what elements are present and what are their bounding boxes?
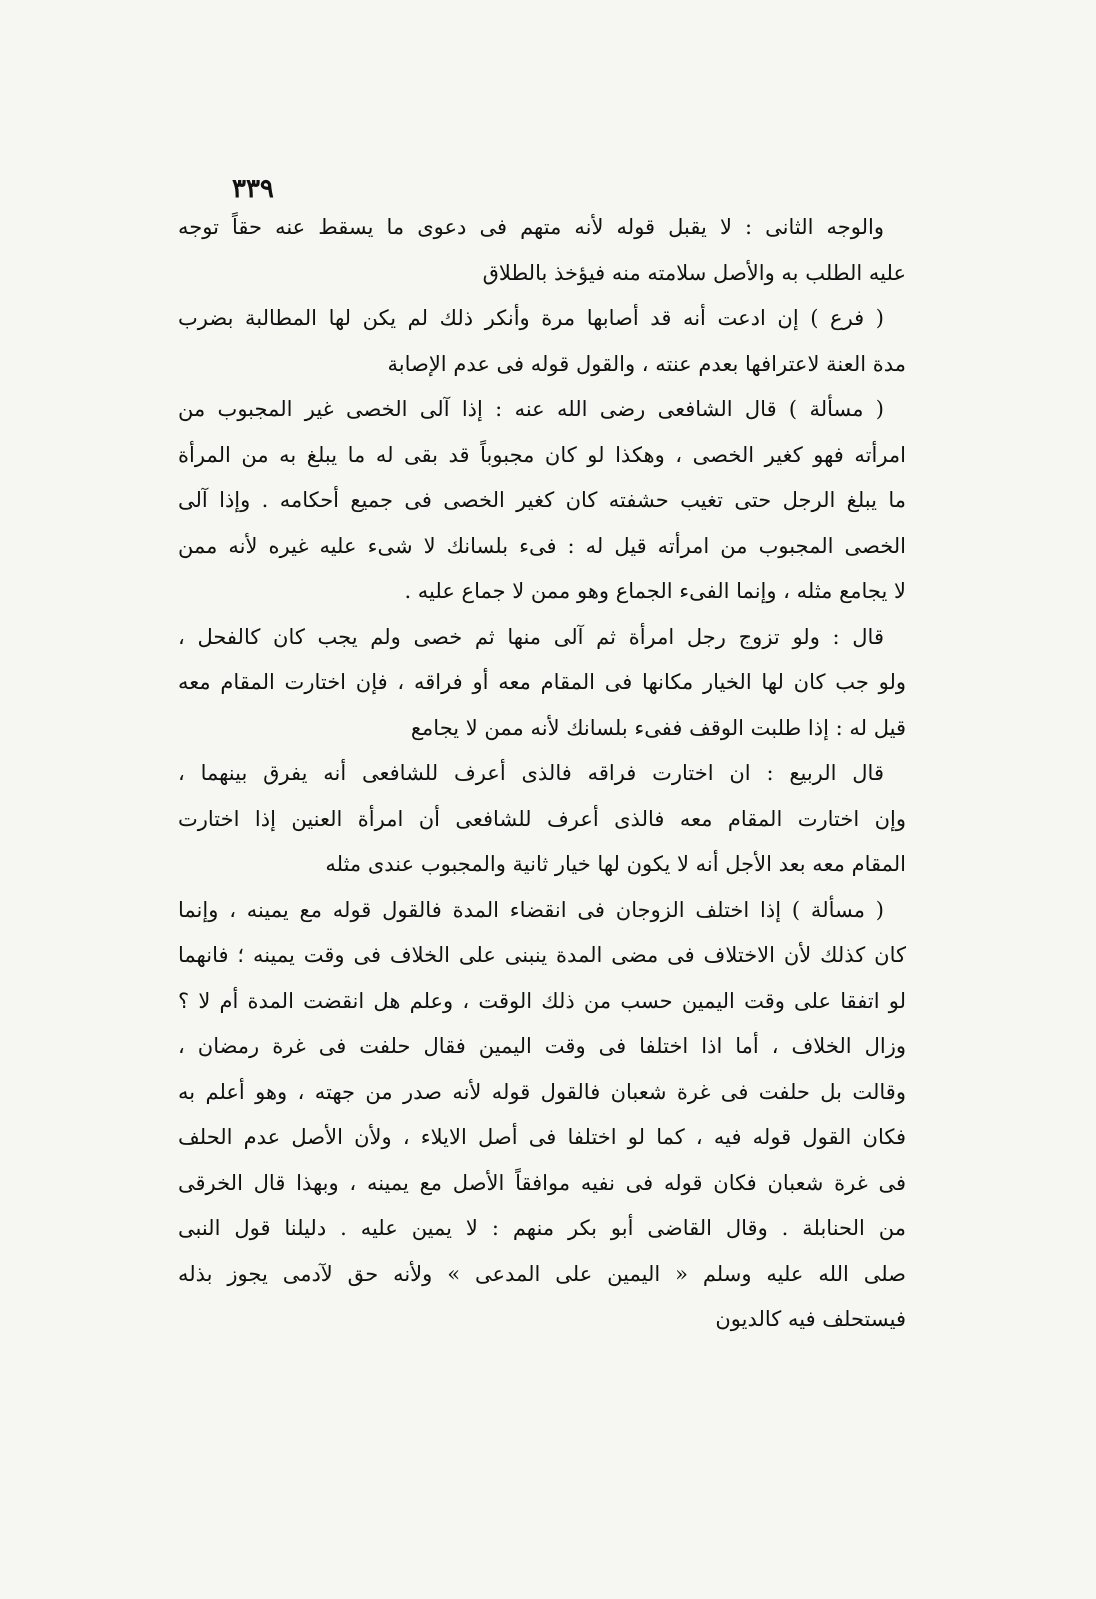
text-line: وزال الخلاف ، أما اذا اختلفا فى وقت اليمين فقال حلفت فى غرة رمضان ،	[178, 1034, 906, 1058]
text-line: فيستحلف فيه كالديون	[715, 1307, 906, 1331]
text-line: ( فرع ) إن ادعت أنه قد أصابها مرة وأنكر ذلك لم يكن لها المطالبة بضرب	[178, 306, 884, 330]
text-line: مدة العنة لاعترافها بعدم عنته ، والقول قوله فى عدم الإصابة	[387, 351, 906, 376]
text-line: لو اتفقا على وقت اليمين حسب من ذلك الوقت ، وعلم هل انقضت المدة أم لا ؟	[178, 988, 906, 1013]
text-line: قال : ولو تزوج رجل امرأة ثم آلى منها ثم خصى ولم يجب كان كالفحل ،	[178, 624, 884, 649]
text-line: والوجه الثانى : لا يقبل قوله لأنه متهم فى دعوى ما يسقط عنه حقاً توجه	[178, 215, 884, 239]
text-line: وإن اختارت المقام معه فالذى أعرف للشافعى أن امرأة العنين إذا اختارت	[178, 806, 906, 831]
text-line: لا يجامع مثله ، وإنما الفىء الجماع وهو ممن لا جماع عليه .	[404, 579, 906, 603]
text-line: ولو جب كان لها الخيار مكانها فى المقام معه أو فراقه ، فإن اختارت المقام معه	[178, 670, 906, 694]
text-line: المقام معه بعد الأجل أنه لا يكون لها خيار ثانية والمجبوب عندى مثله	[325, 852, 906, 876]
text-line: الخصى المجبوب من امرأته قيل له : فىء بلسانك لا شىء عليه غيره لأنه ممن	[178, 533, 906, 558]
text-line: ( مسألة ) قال الشافعى رضى الله عنه : إذا آلى الخصى غير المجبوب من	[178, 397, 884, 421]
text-line: قال الربيع : ان اختارت فراقه فالذى أعرف للشافعى أنه يفرق بينهما ،	[178, 761, 884, 785]
body-text	[178, 205, 906, 1343]
page-number: ٣٣٩	[232, 174, 274, 204]
text-line: امرأته فهو كغير الخصى ، وهكذا لو كان مجبوباً قد بقى له ما يبلغ به من المرأة	[178, 442, 906, 467]
text-line: فكان القول قوله فيه ، كما لو اختلفا فى أصل الايلاء ، ولأن الأصل عدم الحلف	[178, 1125, 906, 1149]
text-line: عليه الطلب به والأصل سلامته منه فيؤخذ بالطلاق	[482, 260, 906, 285]
text-line: ( مسألة ) إذا اختلف الزوجان فى انقضاء المدة فالقول قوله مع يمينه ، وإنما	[178, 897, 884, 922]
text-line: وقالت بل حلفت فى غرة شعبان فالقول قوله لأنه صدر من جهته ، وهو أعلم به	[178, 1079, 906, 1104]
text-line: صلى الله عليه وسلم « اليمين على المدعى » ولأنه حق لآدمى يجوز بذله	[178, 1261, 906, 1286]
text-line: قيل له : إذا طلبت الوقف ففىء بلسانك لأنه ممن لا يجامع	[410, 715, 906, 740]
text-line: فى غرة شعبان فكان قوله فى نفيه موافقاً الأصل مع يمينه ، وبهذا قال الخرقى	[178, 1170, 906, 1195]
text-line: ما يبلغ الرجل حتى تغيب حشفته كان كغير الخصى فى جميع أحكامه . وإذا آلى	[178, 488, 906, 512]
text-line: كان كذلك لأن الاختلاف فى مضى المدة ينبنى على الخلاف فى وقت يمينه ؛ فانهما	[178, 943, 906, 967]
text-line: من الحنابلة . وقال القاضى أبو بكر منهم : لا يمين عليه . دليلنا قول النبى	[178, 1216, 906, 1240]
